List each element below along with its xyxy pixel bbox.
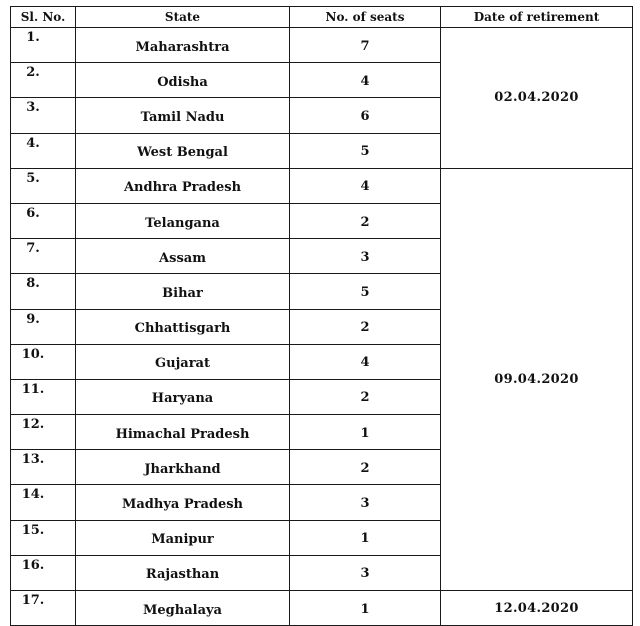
cell-state: Himachal Pradesh: [76, 415, 290, 450]
cell-sl-no: 16.: [11, 555, 76, 590]
cell-sl-no: 10.: [11, 344, 76, 379]
header-sl-no: Sl. No.: [11, 7, 76, 28]
header-state: State: [76, 7, 290, 28]
cell-no-of-seats: 7: [290, 28, 441, 63]
cell-state: Jharkhand: [76, 450, 290, 485]
cell-state: Madhya Pradesh: [76, 485, 290, 520]
cell-state: Gujarat: [76, 344, 290, 379]
cell-sl-no: 14.: [11, 485, 76, 520]
cell-no-of-seats: 6: [290, 98, 441, 133]
cell-state: Andhra Pradesh: [76, 168, 290, 203]
cell-no-of-seats: 4: [290, 344, 441, 379]
cell-state: Telangana: [76, 203, 290, 238]
cell-sl-no: 8.: [11, 274, 76, 309]
cell-date-of-retirement: 12.04.2020: [441, 591, 633, 626]
cell-state: Manipur: [76, 520, 290, 555]
table-row: [11, 28, 633, 63]
cell-no-of-seats: 2: [290, 450, 441, 485]
cell-no-of-seats: 2: [290, 309, 441, 344]
cell-state: Meghalaya: [76, 591, 290, 626]
cell-no-of-seats: 3: [290, 485, 441, 520]
cell-no-of-seats: 5: [290, 274, 441, 309]
cell-sl-no: 2.: [11, 63, 76, 98]
cell-state: Odisha: [76, 63, 290, 98]
cell-state: Haryana: [76, 379, 290, 414]
cell-state: Maharashtra: [76, 28, 290, 63]
cell-no-of-seats: 4: [290, 63, 441, 98]
cell-sl-no: 4.: [11, 133, 76, 168]
cell-sl-no: 9.: [11, 309, 76, 344]
cell-sl-no: 5.: [11, 168, 76, 203]
header-no-of-seats: No. of seats: [290, 7, 441, 28]
cell-no-of-seats: 1: [290, 591, 441, 626]
cell-no-of-seats: 1: [290, 415, 441, 450]
cell-state: Chhattisgarh: [76, 309, 290, 344]
header-date-of-retirement: Date of retirement: [441, 7, 633, 28]
cell-sl-no: 12.: [11, 415, 76, 450]
cell-date-of-retirement: 09.04.2020: [441, 168, 633, 590]
cell-sl-no: 13.: [11, 450, 76, 485]
cell-no-of-seats: 1: [290, 520, 441, 555]
cell-state: Tamil Nadu: [76, 98, 290, 133]
table-body: [11, 28, 633, 626]
rajya-sabha-seats-table: [10, 6, 633, 626]
cell-no-of-seats: 3: [290, 239, 441, 274]
cell-state: Assam: [76, 239, 290, 274]
cell-date-of-retirement: 02.04.2020: [441, 28, 633, 169]
cell-no-of-seats: 2: [290, 379, 441, 414]
table-row: [11, 591, 633, 626]
table-header-row: [11, 7, 633, 28]
cell-sl-no: 1.: [11, 28, 76, 63]
cell-sl-no: 17.: [11, 591, 76, 626]
cell-state: Rajasthan: [76, 555, 290, 590]
cell-state: West Bengal: [76, 133, 290, 168]
cell-no-of-seats: 4: [290, 168, 441, 203]
cell-sl-no: 7.: [11, 239, 76, 274]
cell-no-of-seats: 5: [290, 133, 441, 168]
cell-sl-no: 15.: [11, 520, 76, 555]
cell-state: Bihar: [76, 274, 290, 309]
cell-sl-no: 3.: [11, 98, 76, 133]
table-row: [11, 168, 633, 203]
cell-no-of-seats: 2: [290, 203, 441, 238]
cell-sl-no: 6.: [11, 203, 76, 238]
cell-sl-no: 11.: [11, 379, 76, 414]
cell-no-of-seats: 3: [290, 555, 441, 590]
